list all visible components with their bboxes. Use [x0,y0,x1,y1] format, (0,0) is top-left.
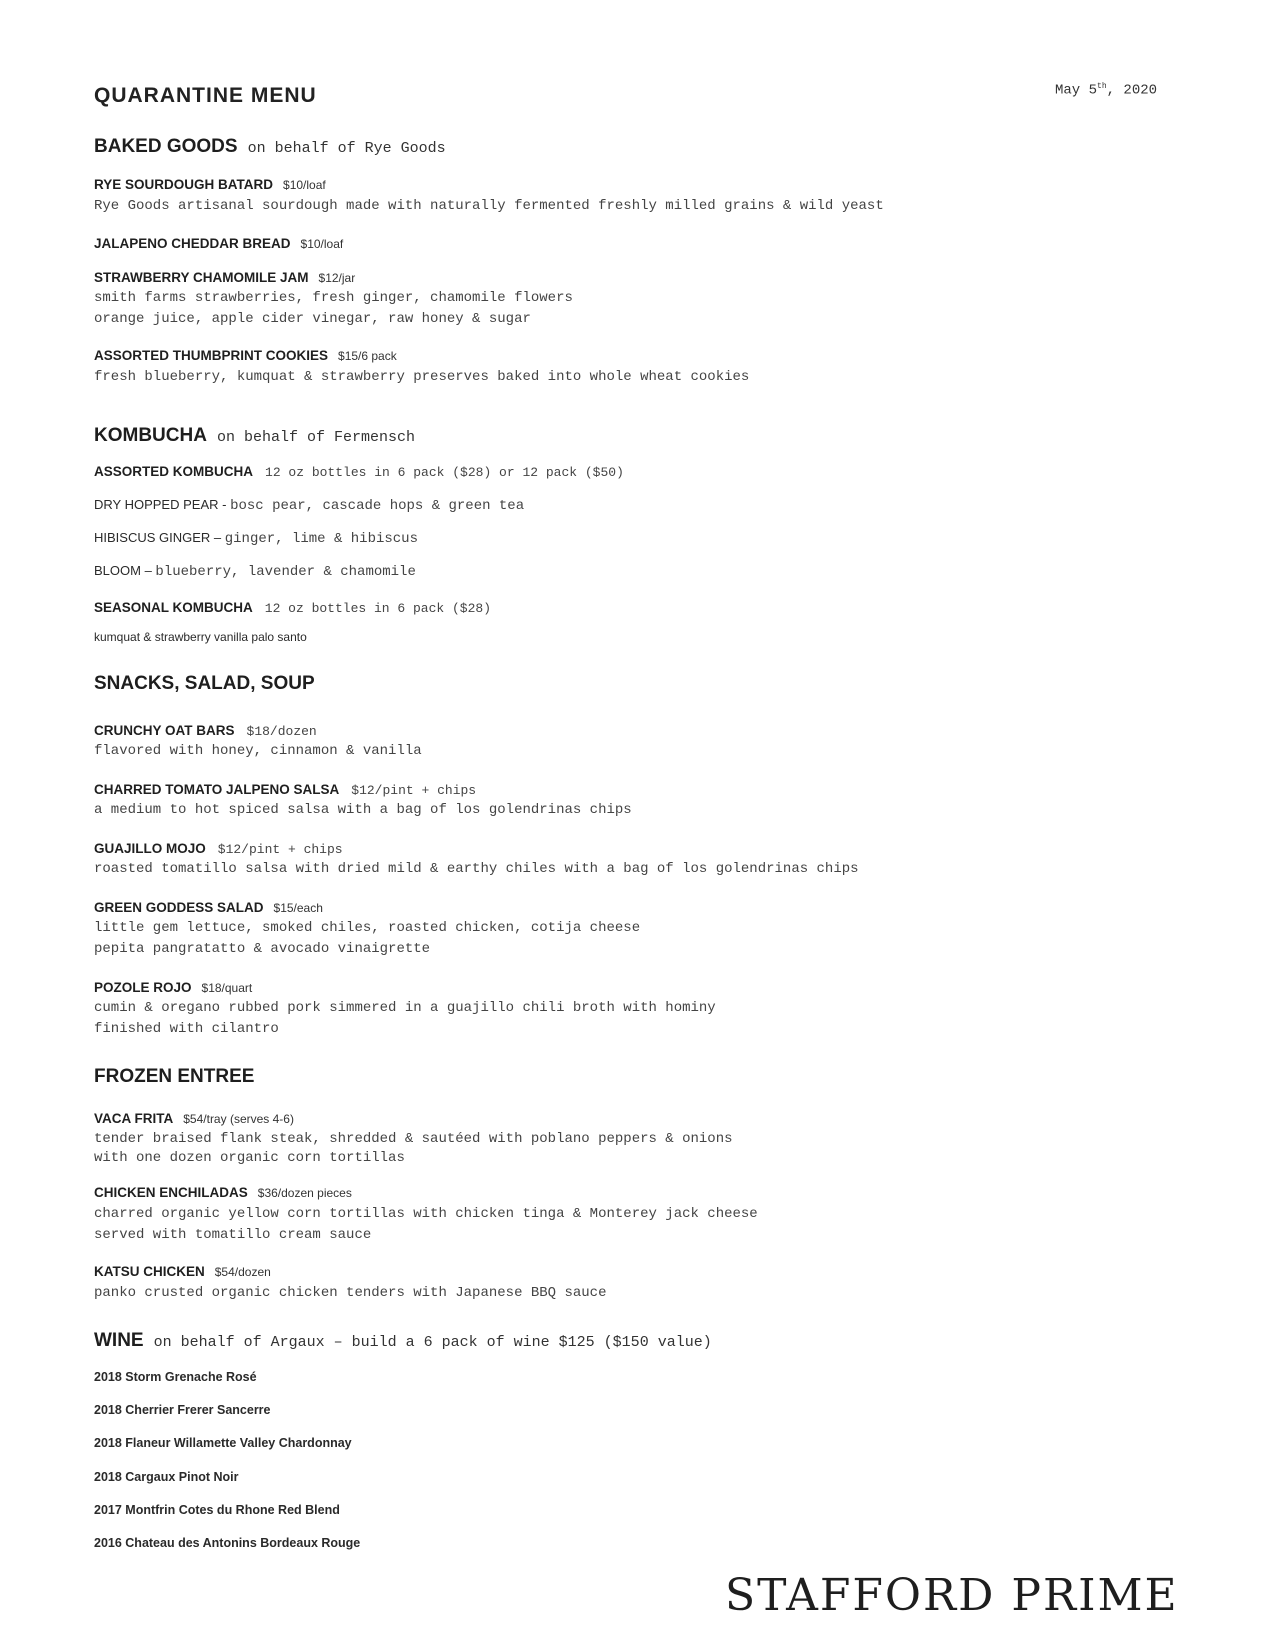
item-description: served with tomatillo cream sauce [94,1227,372,1243]
item-name: JALAPENO CHEDDAR BREAD [94,236,291,251]
menu-item-name-row [94,840,343,858]
date-ordinal: th [1097,82,1107,91]
kombucha-flavor [94,496,524,514]
section-title: KOMBUCHA [94,425,207,446]
item-name: GUAJILLO MOJO [94,841,206,856]
menu-item-name-row [94,176,326,194]
section-subtitle: on behalf of Argaux – build a 6 pack of wine $125 ($150 value) [153,1334,712,1351]
item-description: fresh blueberry, kumquat & strawberry preserves baked into whole wheat cookies [94,369,750,385]
item-price: $10/loaf [283,178,326,192]
kombucha-flavor [94,529,418,547]
section-baked-goods-heading [94,136,446,158]
wine-item: 2018 Cargaux Pinot Noir [94,1470,239,1484]
item-description: orange juice, apple cider vinegar, raw honey & sugar [94,311,531,327]
brand-logo: STAFFORD PRIME [725,1570,1179,1621]
item-name: CHARRED TOMATO JALPENO SALSA [94,782,340,797]
flavor-description: blueberry, lavender & chamomile [155,564,416,580]
menu-item-name-row [94,347,397,365]
item-name: RYE SOURDOUGH BATARD [94,177,274,192]
flavor-description: ginger, lime & hibiscus [224,531,418,547]
item-price: 12 oz bottles in 6 pack ($28) or 12 pack ($50) [265,465,624,480]
item-price: $18/quart [201,981,253,995]
section-title: FROZEN ENTREE [94,1066,255,1087]
item-description: little gem lettuce, smoked chiles, roasted chicken, cotija cheese [94,920,641,936]
page-title: QUARANTINE MENU [94,84,317,107]
flavor-description: bosc pear, cascade hops & green tea [230,498,525,514]
wine-item: 2017 Montfrin Cotes du Rhone Red Blend [94,1503,340,1517]
item-description: tender braised flank steak, shredded & sautéed with poblano peppers & onions [94,1131,733,1147]
flavor-name: BLOOM – [94,563,156,578]
item-price: $15/each [273,901,323,915]
item-description: roasted tomatillo salsa with dried mild & earthy chiles with a bag of los golendrinas chips [94,861,859,877]
menu-item-name-row [94,979,252,997]
item-name: CRUNCHY OAT BARS [94,723,235,738]
item-description: Rye Goods artisanal sourdough made with naturally fermented freshly milled grains & wild yeast [94,198,884,214]
menu-item-name-row [94,1263,271,1281]
item-price: $54/dozen [214,1265,271,1279]
section-snacks-heading [94,673,315,695]
item-description: pepita pangratatto & avocado vinaigrette [94,941,431,957]
item-name: ASSORTED KOMBUCHA [94,464,254,479]
menu-item-name-row [94,269,355,287]
item-description: charred organic yellow corn tortillas with chicken tinga & Monterey jack cheese [94,1206,758,1222]
item-description: finished with cilantro [94,1021,279,1037]
item-price: $18/dozen [246,724,317,739]
item-price: $12/pint + chips [351,783,477,798]
section-subtitle: on behalf of Fermensch [216,429,415,446]
item-description: a medium to hot spiced salsa with a bag of los golendrinas chips [94,802,632,818]
item-price: $15/6 pack [338,349,397,363]
item-price: $54/tray (serves 4-6) [183,1112,294,1126]
section-kombucha-heading [94,425,415,447]
menu-item-name-row [94,235,343,253]
item-price: $12/jar [318,271,356,285]
item-name: KATSU CHICKEN [94,1264,205,1279]
item-description: smith farms strawberries, fresh ginger, chamomile flowers [94,290,573,306]
menu-item-name-row [94,781,476,799]
wine-item: 2018 Cherrier Frerer Sancerre [94,1403,271,1417]
menu-item-name-row [94,463,624,481]
item-price: $12/pint + chips [217,842,343,857]
date-day: May 5 [1055,82,1098,99]
section-wine-heading [94,1330,712,1352]
item-name: GREEN GODDESS SALAD [94,900,264,915]
item-description: panko crusted organic chicken tenders with Japanese BBQ sauce [94,1285,607,1301]
section-title: BAKED GOODS [94,136,238,157]
item-price: $36/dozen pieces [257,1186,352,1200]
item-name: POZOLE ROJO [94,980,192,995]
item-price: $10/loaf [300,237,344,251]
menu-item-name-row [94,899,323,917]
flavor-name: DRY HOPPED PEAR - [94,497,231,512]
kombucha-flavor [94,562,416,580]
item-name: CHICKEN ENCHILADAS [94,1185,248,1200]
item-name: ASSORTED THUMBPRINT COOKIES [94,348,329,363]
section-subtitle: on behalf of Rye Goods [247,140,446,157]
item-name: VACA FRITA [94,1111,174,1126]
wine-item: 2018 Flaneur Willamette Valley Chardonnay [94,1436,352,1450]
item-name: STRAWBERRY CHAMOMILE JAM [94,270,309,285]
flavor-name: HIBISCUS GINGER – [94,530,225,545]
item-description: flavored with honey, cinnamon & vanilla [94,743,422,759]
menu-date [1055,82,1157,99]
date-year: , 2020 [1106,82,1158,99]
section-title: SNACKS, SALAD, SOUP [94,673,315,694]
menu-item-name-row [94,1110,294,1128]
item-description: with one dozen organic corn tortillas [94,1150,405,1166]
wine-item: 2018 Storm Grenache Rosé [94,1370,257,1384]
menu-item-name-row [94,722,317,740]
item-description: kumquat & strawberry vanilla palo santo [94,630,307,644]
section-frozen-heading [94,1066,254,1088]
wine-item: 2016 Chateau des Antonins Bordeaux Rouge [94,1536,361,1550]
item-name: SEASONAL KOMBUCHA [94,600,253,615]
item-description: cumin & oregano rubbed pork simmered in a guajillo chili broth with hominy [94,1000,716,1016]
section-title: WINE [94,1330,144,1351]
item-price: 12 oz bottles in 6 pack ($28) [264,601,492,616]
menu-item-name-row [94,599,491,617]
menu-item-name-row [94,1184,352,1202]
